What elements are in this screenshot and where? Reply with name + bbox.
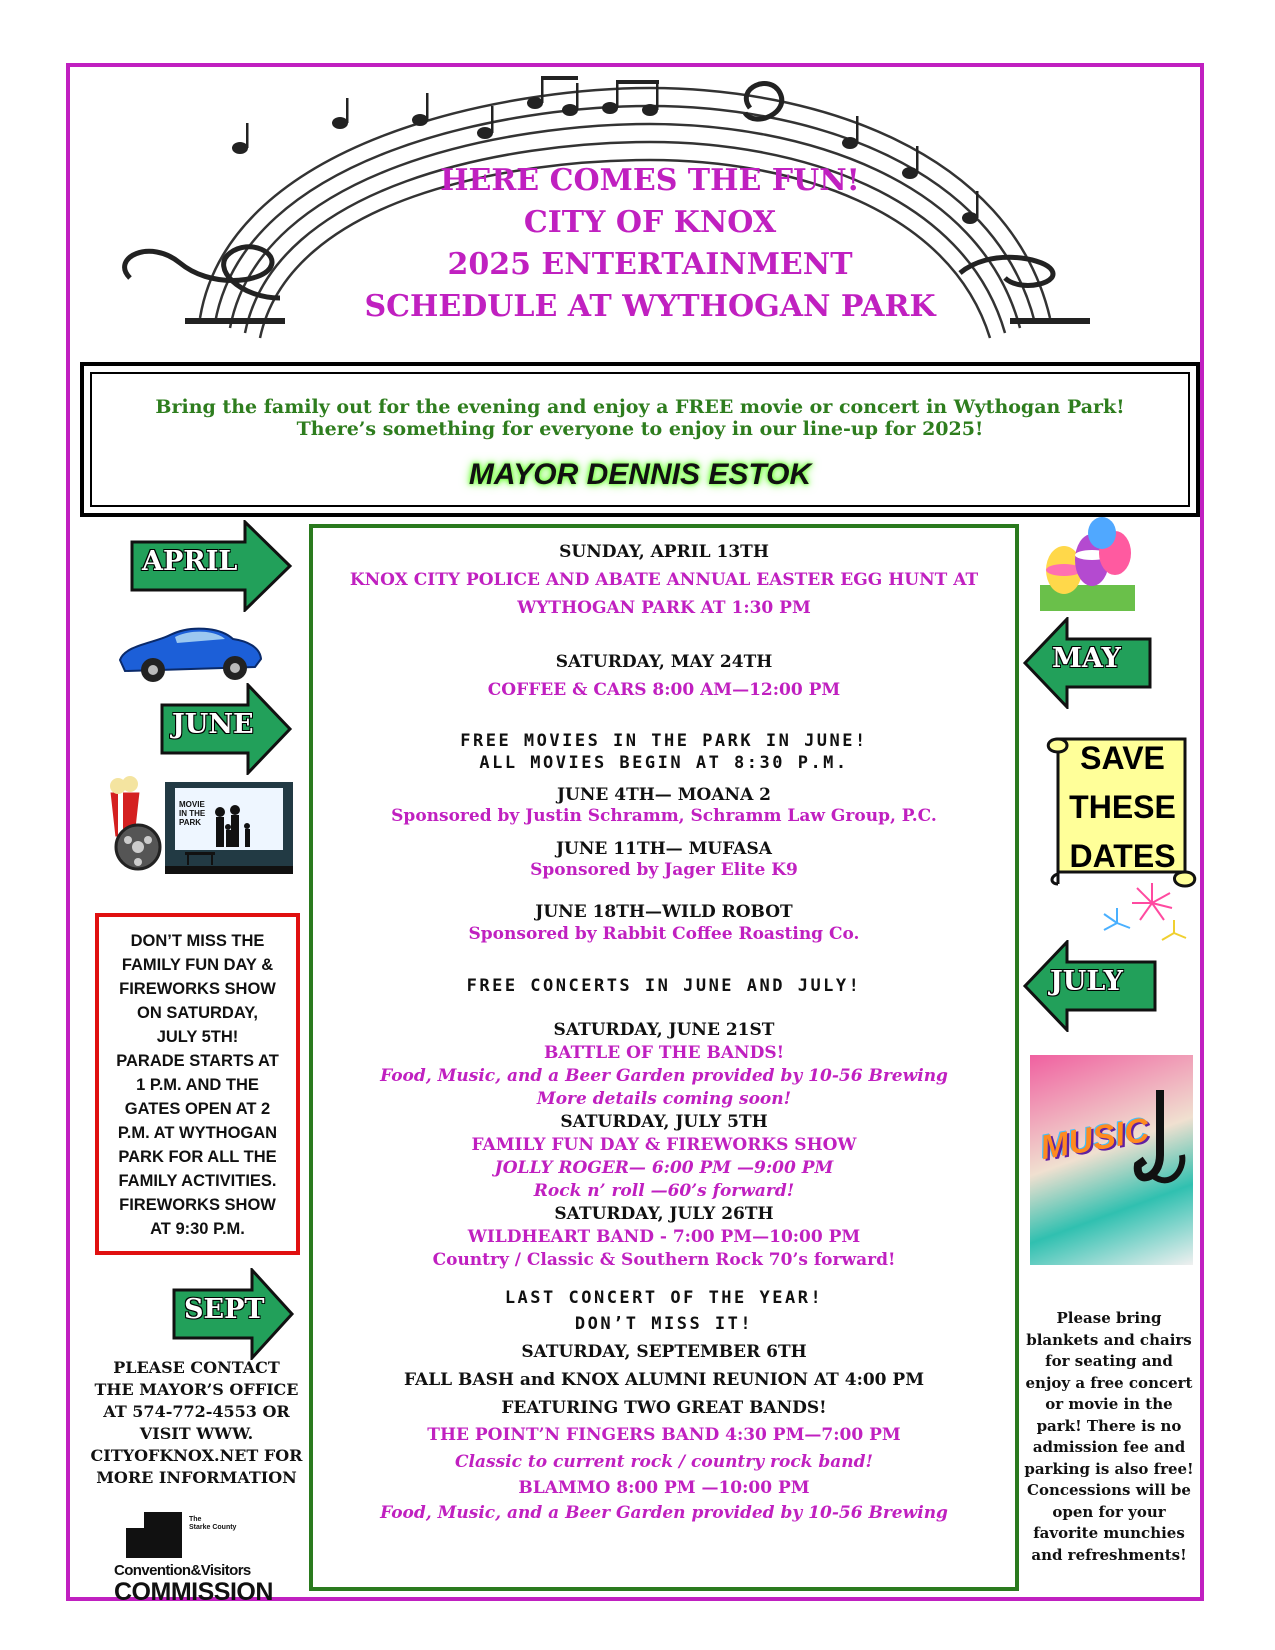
family-fun-day-box — [95, 913, 300, 1255]
contact-line-1: PLEASE CONTACT — [113, 1358, 280, 1377]
family-box-line-5: JULY 5TH! — [156, 1028, 239, 1046]
family-silhouette-icon — [165, 782, 293, 874]
movies-heading-line-2: ALL MOVIES BEGIN AT 8:30 P.M. — [479, 753, 849, 773]
intro-text — [84, 396, 1196, 440]
bring-line-9: Concessions will be — [1027, 1481, 1191, 1499]
family-box-line-4: ON SATURDAY, — [136, 1004, 259, 1022]
concert-2-event: FAMILY FUN DAY & FIREWORKS SHOW — [471, 1135, 857, 1155]
sept-event-line-1: FALL BASH and KNOX ALUMNI REUNION AT 4:00 PM — [403, 1370, 925, 1390]
contact-info — [84, 1357, 309, 1489]
mayor-name: MAYOR DENNIS ESTOK — [468, 458, 812, 491]
contact-line-3: AT 574-772-4553 OR — [103, 1402, 290, 1421]
family-box-line-10: PARK FOR ALL THE — [118, 1148, 277, 1166]
event-schedule — [309, 524, 1019, 1591]
title-line-1: HERE COMES THE FUN! — [440, 163, 860, 198]
title-line-4: SCHEDULE AT WYTHOGAN PARK — [364, 289, 936, 324]
contact-line-5[interactable]: CITYOFKNOX.NET FOR — [90, 1446, 303, 1465]
movie-in-the-park-image — [165, 782, 293, 874]
movie-1-title: JUNE 4TH— MOANA 2 — [556, 785, 772, 805]
last-concert-heading-2: DON’T MISS IT! — [574, 1314, 754, 1334]
bring-line-8: parking is also free! — [1024, 1459, 1194, 1478]
sept-event-line-2: FEATURING TWO GREAT BANDS! — [501, 1398, 827, 1418]
family-box-line-3: FIREWORKS SHOW — [119, 980, 276, 998]
family-box-line-9: P.M. AT WYTHOGAN — [117, 1124, 278, 1142]
month-label-may: MAY — [1052, 643, 1121, 674]
bring-line-12: and refreshments! — [1031, 1545, 1187, 1564]
sept-band-2: BLAMMO 8:00 PM —10:00 PM — [518, 1478, 810, 1498]
bring-line-7: admission fee and — [1032, 1438, 1186, 1456]
concert-2-date: SATURDAY, JULY 5TH — [560, 1112, 768, 1132]
family-box-line-8: GATES OPEN AT 2 — [124, 1100, 271, 1118]
bring-line-6: park! There is no — [1036, 1416, 1182, 1435]
bring-line-5: or movie in the — [1045, 1395, 1173, 1413]
bring-line-11: favorite munchies — [1033, 1524, 1185, 1542]
cvc-small-text — [189, 1516, 236, 1532]
may-date: SATURDAY, MAY 24TH — [555, 652, 773, 672]
concert-3-band: WILDHEART BAND - 7:00 PM—10:00 PM — [467, 1227, 861, 1247]
music-logo-text: MUSIC — [1037, 1110, 1152, 1168]
cvc-small-line-2: Starke County — [189, 1524, 237, 1531]
bring-line-3: for seating and — [1045, 1352, 1173, 1370]
page-title — [300, 160, 1000, 328]
concert-3-note: Country / Classic & Southern Rock 70’s forward! — [432, 1250, 896, 1270]
movie-2-sponsor: Sponsored by Jager Elite K9 — [530, 860, 798, 880]
title-line-3: 2025 ENTERTAINMENT — [447, 247, 853, 282]
movie-sign-line-3: PARK — [179, 818, 202, 827]
sept-date: SATURDAY, SEPTEMBER 6TH — [521, 1342, 807, 1362]
month-label-july: JULY — [1050, 966, 1123, 997]
cvc-small-line-1: The — [189, 1516, 202, 1523]
concert-1-date: SATURDAY, JUNE 21ST — [553, 1020, 775, 1040]
save-dates-text — [1060, 734, 1185, 881]
movie-sign-line-1: MOVIE — [179, 800, 205, 809]
concert-2-band: JOLLY ROGER— 6:00 PM —9:00 PM — [494, 1158, 834, 1178]
county-shape-icon — [124, 1510, 184, 1560]
bring-line-4: enjoy a free concert — [1025, 1373, 1193, 1392]
contact-line-4: VISIT WWW. — [139, 1424, 254, 1443]
month-label-june: JUNE — [172, 709, 254, 740]
save-dates-line-1: SAVE — [1080, 740, 1165, 776]
family-box-line-6: PARADE STARTS AT — [116, 1052, 279, 1070]
cvc-line-1: Convention&Visitors — [114, 1562, 251, 1579]
month-label-sept: SEPT — [184, 1294, 265, 1325]
family-box-line-2: FAMILY FUN DAY & — [121, 956, 274, 974]
last-concert-heading-1: LAST CONCERT OF THE YEAR! — [504, 1288, 824, 1308]
movie-1-sponsor: Sponsored by Justin Schramm, Schramm Law Group, P.C. — [391, 806, 937, 826]
concerts-heading: FREE CONCERTS IN JUNE AND JULY! — [466, 976, 862, 996]
bring-line-2: blankets and chairs — [1026, 1330, 1192, 1349]
intro-line-1: Bring the family out for the evening and enjoy a FREE movie or concert in Wythogan Park! — [155, 396, 1125, 418]
contact-line-2: THE MAYOR’S OFFICE — [94, 1380, 299, 1399]
easter-eggs-image — [1040, 515, 1135, 615]
save-these-dates-scroll — [1040, 724, 1190, 874]
blue-car-image — [115, 615, 265, 690]
april-event-line-1: KNOX CITY POLICE AND ABATE ANNUAL EASTER EGG HUNT AT — [349, 570, 979, 590]
family-box-line-11: FAMILY ACTIVITIES. — [118, 1172, 277, 1190]
movie-3-sponsor: Sponsored by Rabbit Coffee Roasting Co. — [468, 924, 860, 944]
movie-2-title: JUNE 11TH— MUFASA — [556, 839, 772, 859]
bring-line-10: open for your — [1052, 1502, 1166, 1521]
bring-line-1: Please bring — [1056, 1309, 1162, 1327]
bring-blankets-note — [1020, 1308, 1198, 1566]
month-label-april: APRIL — [142, 546, 238, 577]
concert-1-note-1: Food, Music, and a Beer Garden provided by 10-56 Brewing — [380, 1066, 948, 1086]
saxophone-icon — [1130, 1085, 1190, 1195]
movies-heading-line-1: FREE MOVIES IN THE PARK IN JUNE! — [460, 731, 868, 751]
movie-sign-line-2: IN THE — [179, 809, 206, 818]
family-box-line-1: DON’T MISS THE — [130, 932, 265, 950]
may-event: COFFEE & CARS 8:00 AM—12:00 PM — [487, 680, 841, 700]
save-dates-line-2: THESE — [1069, 789, 1176, 825]
concert-2-note: Rock n’ roll —60’s forward! — [533, 1181, 795, 1201]
family-box-line-7: 1 P.M. AND THE — [136, 1076, 259, 1094]
popcorn-film-reel-icon — [100, 762, 165, 872]
concert-1-note-2: More details coming soon! — [536, 1089, 792, 1109]
contact-line-6: MORE INFORMATION — [96, 1468, 297, 1487]
sept-band-2-note: Food, Music, and a Beer Garden provided by 10-56 Brewing — [380, 1503, 948, 1523]
intro-box — [80, 362, 1200, 517]
sept-band-1: THE POINT’N FINGERS BAND 4:30 PM—7:00 PM — [427, 1425, 901, 1445]
intro-line-2: There’s something for everyone to enjoy in our line-up for 2025! — [296, 418, 984, 440]
movie-3-title: JUNE 18TH—WILD ROBOT — [535, 902, 793, 922]
family-box-line-12: FIREWORKS SHOW — [119, 1196, 276, 1214]
april-event-line-2: WYTHOGAN PARK AT 1:30 PM — [517, 598, 811, 618]
family-box-line-13: AT 9:30 P.M. — [150, 1220, 245, 1238]
music-image — [1030, 1055, 1193, 1265]
concert-3-date: SATURDAY, JULY 26TH — [554, 1204, 774, 1224]
concert-1-event: BATTLE OF THE BANDS! — [543, 1043, 785, 1063]
title-line-2: CITY OF KNOX — [523, 205, 777, 240]
sept-band-1-note: Classic to current rock / country rock band! — [455, 1452, 873, 1472]
april-date: SUNDAY, APRIL 13TH — [559, 542, 769, 562]
cvc-line-2: COMMISSION — [114, 1578, 273, 1606]
save-dates-line-3: DATES — [1069, 838, 1176, 874]
